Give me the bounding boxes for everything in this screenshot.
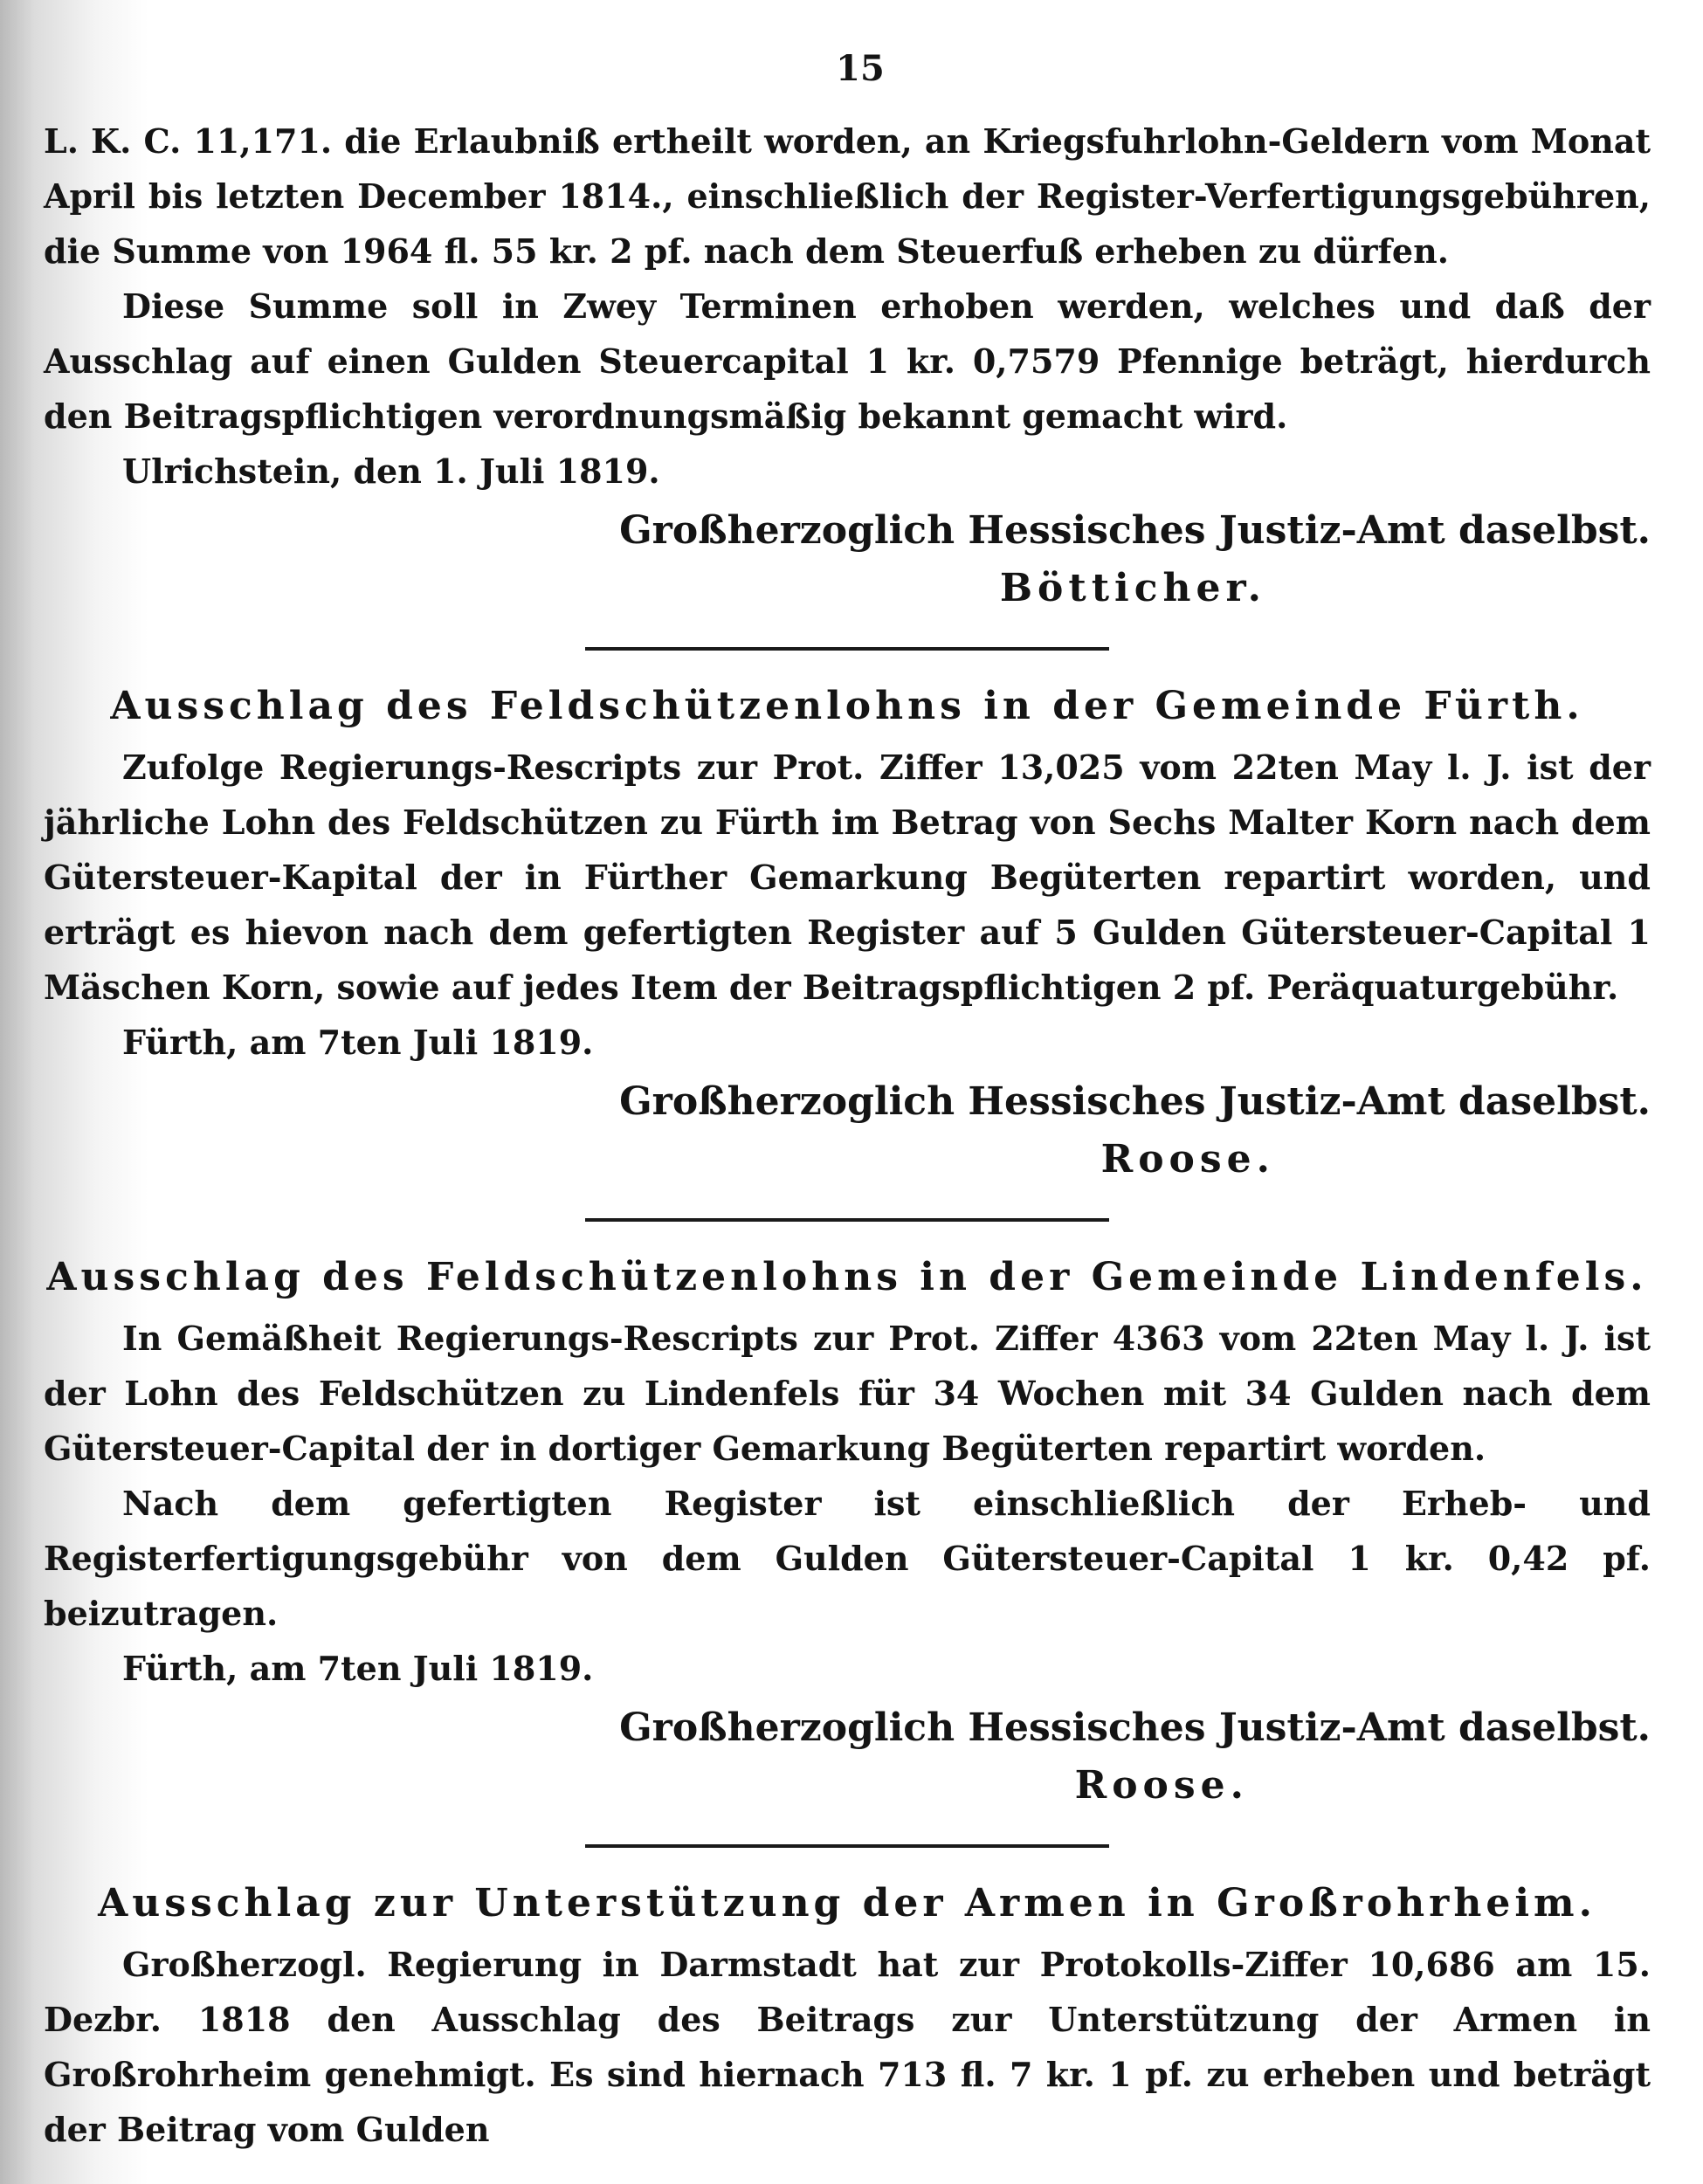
body-paragraph: In Gemäßheit Regierungs-Rescripts zur Prot. Ziffer 4363 vom 22ten May l. J. ist der Lohn des Feldschützen zu Lindenfels für 34 Wochen mit 34 Gulden nach dem Gütersteuer-Capital der in dortiger Gemarkung Begüterten repartirt worden. bbox=[44, 1319, 1651, 1468]
body-paragraph: Großherzogl. Regierung in Darmstadt hat zur Protokolls-Ziffer 10,686 am 15. Dezbr. 1818 den Ausschlag des Beitrags zur Unterstützung der Armen in Großrohrheim genehmigt. Es sind hiernach 713 fl. 7 kr. 1 pf. zu erheben und beträgt der Beitrag vom Gulden bbox=[44, 1945, 1651, 2149]
page-number: 15 bbox=[836, 48, 885, 89]
place-date: Fürth, am 7ten Juli 1819. bbox=[122, 1023, 594, 1062]
section-heading: Ausschlag des Feldschützenlohns in der Gemeinde Lindenfels. bbox=[46, 1255, 1648, 1299]
signatory-name: Bötticher. bbox=[999, 566, 1266, 610]
section-divider bbox=[585, 1844, 1109, 1848]
section-heading: Ausschlag des Feldschützenlohns in der Gemeinde Fürth. bbox=[110, 684, 1584, 728]
signature-office: Großherzoglich Hessisches Justiz-Amt daselbst. bbox=[619, 1705, 1651, 1750]
section-divider bbox=[585, 1218, 1109, 1222]
body-paragraph: Nach dem gefertigten Register ist einschließlich der Erheb- und Registerfertigungsgebühr von dem Gulden Gütersteuer-Capital 1 kr. 0,42 pf. beizutragen. bbox=[44, 1484, 1651, 1633]
body-paragraph: Zufolge Regierungs-Rescripts zur Prot. Ziffer 13,025 vom 22ten May l. J. ist der jährliche Lohn des Feldschützen zu Fürth im Betrag von Sechs Malter Korn nach dem Gütersteuer-Kapital der in Fürther Gemarkung Begüterten repartirt worden, und erträgt es hievon nach dem gefertigten Register auf 5 Gulden Gütersteuer-Capital 1 Mäschen Korn, sowie auf jedes Item der Beitragspflichtigen 2 pf. Peräquaturgebühr. bbox=[44, 748, 1651, 1007]
body-paragraph: Diese Summe soll in Zwey Terminen erhoben werden, welches und daß der Ausschlag auf einen Gulden Steuercapital 1 kr. 0,7579 Pfennige beträgt, hierdurch den Beitragspflichtigen verordnungsmäßig bekannt gemacht wird. bbox=[44, 286, 1651, 436]
section-divider bbox=[585, 647, 1109, 651]
section-heading: Ausschlag zur Unterstützung der Armen in Großrohrheim. bbox=[98, 1881, 1596, 1926]
notice-feldschuetzen-fuerth bbox=[44, 677, 1651, 1188]
notice-feldschuetzen-lindenfels bbox=[44, 1248, 1651, 1815]
page-content bbox=[44, 48, 1651, 2157]
signature-office: Großherzoglich Hessisches Justiz-Amt daselbst. bbox=[619, 508, 1651, 553]
place-date: Fürth, am 7ten Juli 1819. bbox=[122, 1649, 594, 1688]
notice-armen-grossrohrheim bbox=[44, 1874, 1651, 2157]
signatory-name: Roose. bbox=[1074, 1763, 1249, 1808]
body-paragraph: L. K. C. 11,171. die Erlaubniß ertheilt worden, an Kriegsfuhrlohn-Geldern vom Monat April bis letzten December 1814., einschließlich der Register-Verfertigungsgebühren, die Summe von 1964 fl. 55 kr. 2 pf. nach dem Steuerfuß erheben zu dürfen. bbox=[44, 121, 1651, 271]
signatory-name: Roose. bbox=[1100, 1137, 1275, 1182]
notice-kriegsfuhrlohn bbox=[44, 114, 1651, 617]
signature-office: Großherzoglich Hessisches Justiz-Amt daselbst. bbox=[619, 1079, 1651, 1124]
place-date: Ulrichstein, den 1. Juli 1819. bbox=[122, 451, 660, 491]
